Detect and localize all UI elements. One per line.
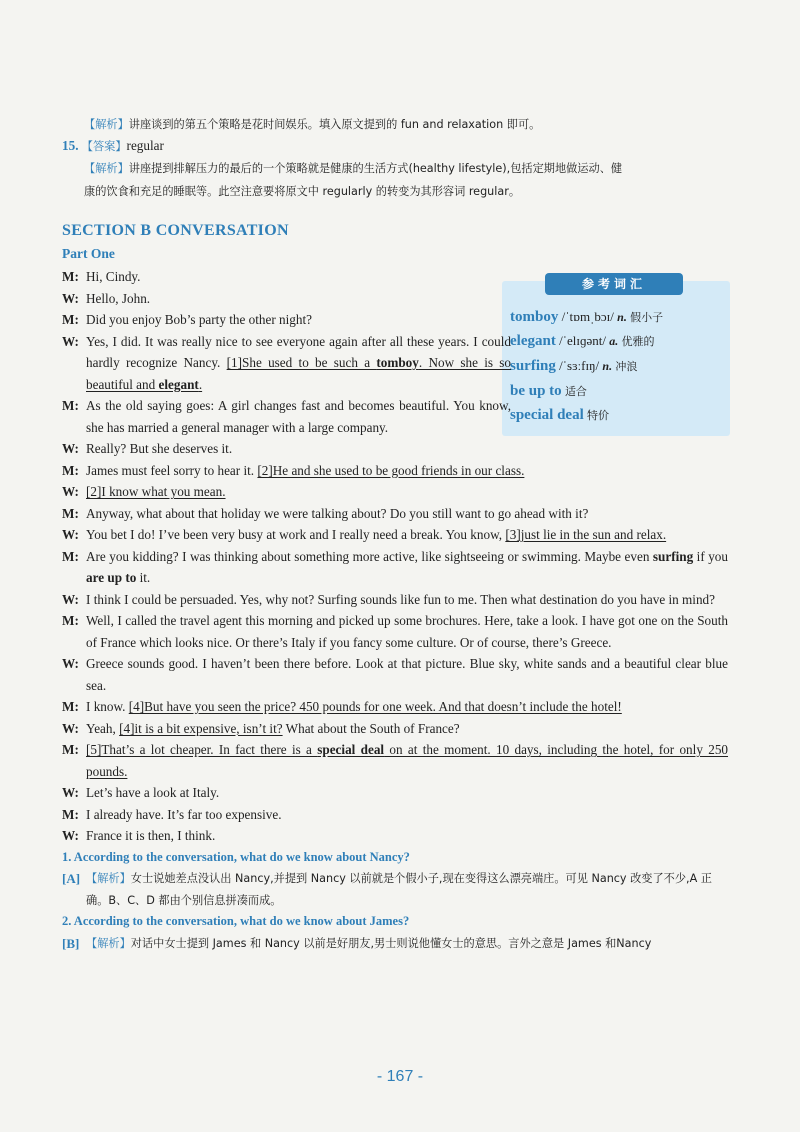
utterance: I think I could be persuaded. Yes, why not? Surfing sounds like fun to me. Then what destination do you have in mind?	[86, 591, 715, 607]
speaker: W:	[62, 484, 79, 499]
vocab-word: special deal	[510, 407, 584, 423]
utterance: Let’s have a look at Italy.	[86, 785, 220, 800]
underlined-text: [2]I know what you mean.	[86, 484, 226, 499]
question-1: 1. According to the conversation, what do we know about Nancy?	[62, 849, 410, 864]
utterance	[86, 524, 728, 546]
analysis-text: 女士说她差点没认出 Nancy,并提到 Nancy 以前就是个假小子,现在变得这么漂亮端庄。可见 Nancy 改变了不少,A 正确。B、C、D 都由个别信息拼凑而成。	[86, 872, 712, 907]
vocab-meaning: 适合	[564, 385, 587, 398]
dialog-line	[62, 610, 728, 653]
speaker: W:	[62, 656, 79, 671]
vocab-meaning: 特价	[587, 409, 609, 422]
utterance	[86, 718, 728, 740]
vocab-title: 参考词汇	[545, 273, 683, 295]
analysis-line-2: 康的饮食和充足的睡眠等。此空注意要将原文中 regularly 的转变为其形容词 regular。	[84, 184, 521, 198]
utterance: As the old saying goes: A girl changes fast and becomes beautiful. You know, she has married a general manager with a large company.	[86, 398, 511, 435]
utterance: Hello, John.	[86, 290, 151, 306]
underlined-text: [2]He and she used to be good friends in our class.	[257, 462, 525, 478]
dialog-line	[62, 696, 728, 718]
dialog-line	[62, 395, 728, 438]
analysis-15	[84, 157, 734, 202]
vocab-pos: a.	[609, 334, 619, 348]
speaker: W:	[62, 333, 79, 349]
dialog-line	[62, 653, 728, 696]
utterance-text: You bet I do! I’ve been very busy at work and I really need a break. You know,	[86, 527, 506, 542]
dialog-line	[62, 718, 728, 740]
utterance: Well, I called the travel agent this morning and picked up some brochures. Here, take a look. I have got one on the South of France which looks nice. Or there’s Italy if you fancy some culture. Or of course, there’s Greece.	[86, 613, 728, 650]
speaker: W:	[62, 290, 79, 306]
utterance-text: I know.	[86, 699, 129, 714]
conversation	[62, 266, 728, 954]
underlined-text: [4]But have you seen the price? 450 pounds for one week. And that doesn’t include the hotel!	[128, 699, 622, 714]
speaker: M:	[62, 312, 79, 327]
speaker: W:	[62, 527, 79, 542]
utterance-text: James must feel sorry to hear it.	[86, 462, 258, 478]
dialog-line	[62, 825, 728, 847]
dialog-line	[62, 503, 728, 525]
answer-text: regular	[126, 138, 164, 153]
vocab-highlight: tomboy	[376, 355, 419, 370]
analysis-tag: 【解析】	[86, 936, 131, 950]
underlined-text: [4]it is a bit expensive, isn’t it?	[119, 720, 283, 736]
dialog-line	[62, 438, 728, 460]
vocab-highlight: elegant	[158, 376, 199, 392]
answer-15	[62, 135, 164, 158]
dialog-line	[62, 739, 728, 782]
utterance	[86, 481, 728, 503]
vocab-phonetic: /ˈelɪɡənt/	[559, 333, 607, 348]
vocab-highlight: surfing	[652, 548, 694, 564]
speaker: M:	[62, 269, 79, 284]
underlined-text: [1]She used to be such a	[226, 355, 377, 370]
utterance: Hi, Cindy.	[86, 269, 141, 284]
vocab-word: be up to	[510, 383, 562, 399]
speaker: M:	[62, 398, 79, 413]
underlined-text: [3]just lie in the sun and relax.	[505, 527, 667, 542]
answer-body	[86, 868, 728, 911]
speaker: W:	[62, 441, 79, 456]
vocab-meaning: 假小子	[630, 311, 664, 324]
speaker: M:	[62, 462, 79, 478]
underlined-text: [5]That’s a lot cheaper. In fact there is a	[86, 742, 318, 757]
analysis-text: 对话中女士提到 James 和 Nancy 以前是好朋友,男士则说他懂女士的意思。言外之意是 James 和Nancy	[130, 936, 652, 950]
utterance	[86, 460, 728, 482]
speaker: M:	[62, 505, 79, 521]
answer-body	[86, 933, 728, 955]
utterance-text: it.	[136, 570, 151, 585]
dialog-line	[62, 309, 728, 331]
vocab-highlight: are up to	[86, 570, 137, 585]
dialog-line	[62, 460, 728, 482]
page-number: - 167 -	[376, 1068, 424, 1085]
speaker: W:	[62, 828, 79, 843]
speaker: M:	[62, 699, 79, 714]
analysis-14	[84, 113, 734, 136]
dialog-line	[62, 524, 728, 546]
utterance	[86, 546, 728, 589]
vocab-phonetic: /ˈtɒmˌbɔɪ/	[561, 309, 614, 324]
utterance	[86, 331, 511, 396]
vocab-word: surfing	[510, 358, 556, 374]
dialog-line	[62, 589, 728, 611]
utterance: I already have. It’s far too expensive.	[86, 806, 282, 822]
dialog-line	[62, 804, 728, 826]
part-title: Part One	[62, 246, 115, 261]
vocab-word: elegant	[510, 333, 556, 349]
dialog-line	[62, 288, 728, 310]
utterance-text: Yes, I did. It was really nice to see everyone again after all these years. I could hardly recognize Nancy.	[86, 333, 511, 370]
vocab-word: tomboy	[510, 309, 559, 325]
utterance: France it is then, I think.	[86, 828, 216, 843]
utterance-text: if you	[693, 548, 728, 564]
vocab-meaning: 优雅的	[621, 335, 655, 348]
speaker: W:	[62, 785, 79, 800]
vocab-meaning: 冲浪	[615, 360, 638, 373]
item-number: 15.	[62, 138, 79, 153]
analysis-text: 讲座谈到的第五个策略是花时间娱乐。填入原文提到的 fun and relaxation 即可。	[128, 118, 541, 131]
vocab-highlight: special deal	[317, 742, 385, 757]
analysis-tag: 【解析】	[84, 118, 129, 131]
dialog-line	[62, 546, 728, 589]
speaker: M:	[62, 742, 79, 757]
utterance	[86, 739, 728, 782]
underlined-text: .	[198, 376, 203, 392]
utterance: Really? But she deserves it.	[86, 441, 233, 456]
dialog-line	[62, 331, 728, 396]
speaker: M:	[62, 613, 79, 628]
utterance: Greece sounds good. I haven’t been there before. Look at that picture. Blue sky, white sands and a beautiful clear blue sea.	[86, 656, 728, 693]
utterance-text: Are you kidding? I was thinking about something more active, like sightseeing or swimming. Maybe even	[86, 548, 653, 564]
vocab-phonetic: /ˈsɜːfɪŋ/	[559, 358, 600, 373]
analysis-line-1: 讲座提到排解压力的最后的一个策略就是健康的生活方式(healthy lifestyle),包括定期地做运动、健	[128, 162, 623, 175]
underlined-text: on at the moment. 10 days, including the hotel, for only 250 pounds.	[86, 742, 729, 779]
dialog-line	[62, 266, 728, 288]
vocab-pos: n.	[602, 359, 613, 373]
utterance-text: What about the South of France?	[282, 720, 460, 736]
answer-label: [B]	[62, 935, 80, 951]
answer-tag: 【答案】	[81, 140, 127, 153]
speaker: M:	[62, 806, 79, 822]
utterance: Anyway, what about that holiday we were talking about? Do you still want to go ahead with it?	[86, 505, 589, 521]
question-2: 2. According to the conversation, what do we know about James?	[62, 914, 410, 928]
speaker: W:	[62, 591, 79, 607]
vocab-pos: n.	[617, 310, 627, 324]
dialog-line	[62, 481, 728, 503]
underlined-text: . Now she is so beautiful and	[86, 355, 512, 392]
answer-label: [A]	[62, 871, 81, 886]
speaker: M:	[62, 548, 79, 564]
utterance	[86, 696, 728, 718]
dialog-line	[62, 782, 728, 804]
utterance-text: Yeah,	[86, 720, 120, 736]
answer-2	[62, 933, 728, 955]
utterance: Did you enjoy Bob’s party the other night?	[86, 312, 312, 327]
analysis-tag: 【解析】	[84, 162, 129, 175]
section-title: SECTION B CONVERSATION	[62, 222, 289, 239]
speaker: W:	[62, 720, 79, 736]
answer-1	[62, 868, 728, 911]
analysis-tag: 【解析】	[86, 872, 131, 885]
